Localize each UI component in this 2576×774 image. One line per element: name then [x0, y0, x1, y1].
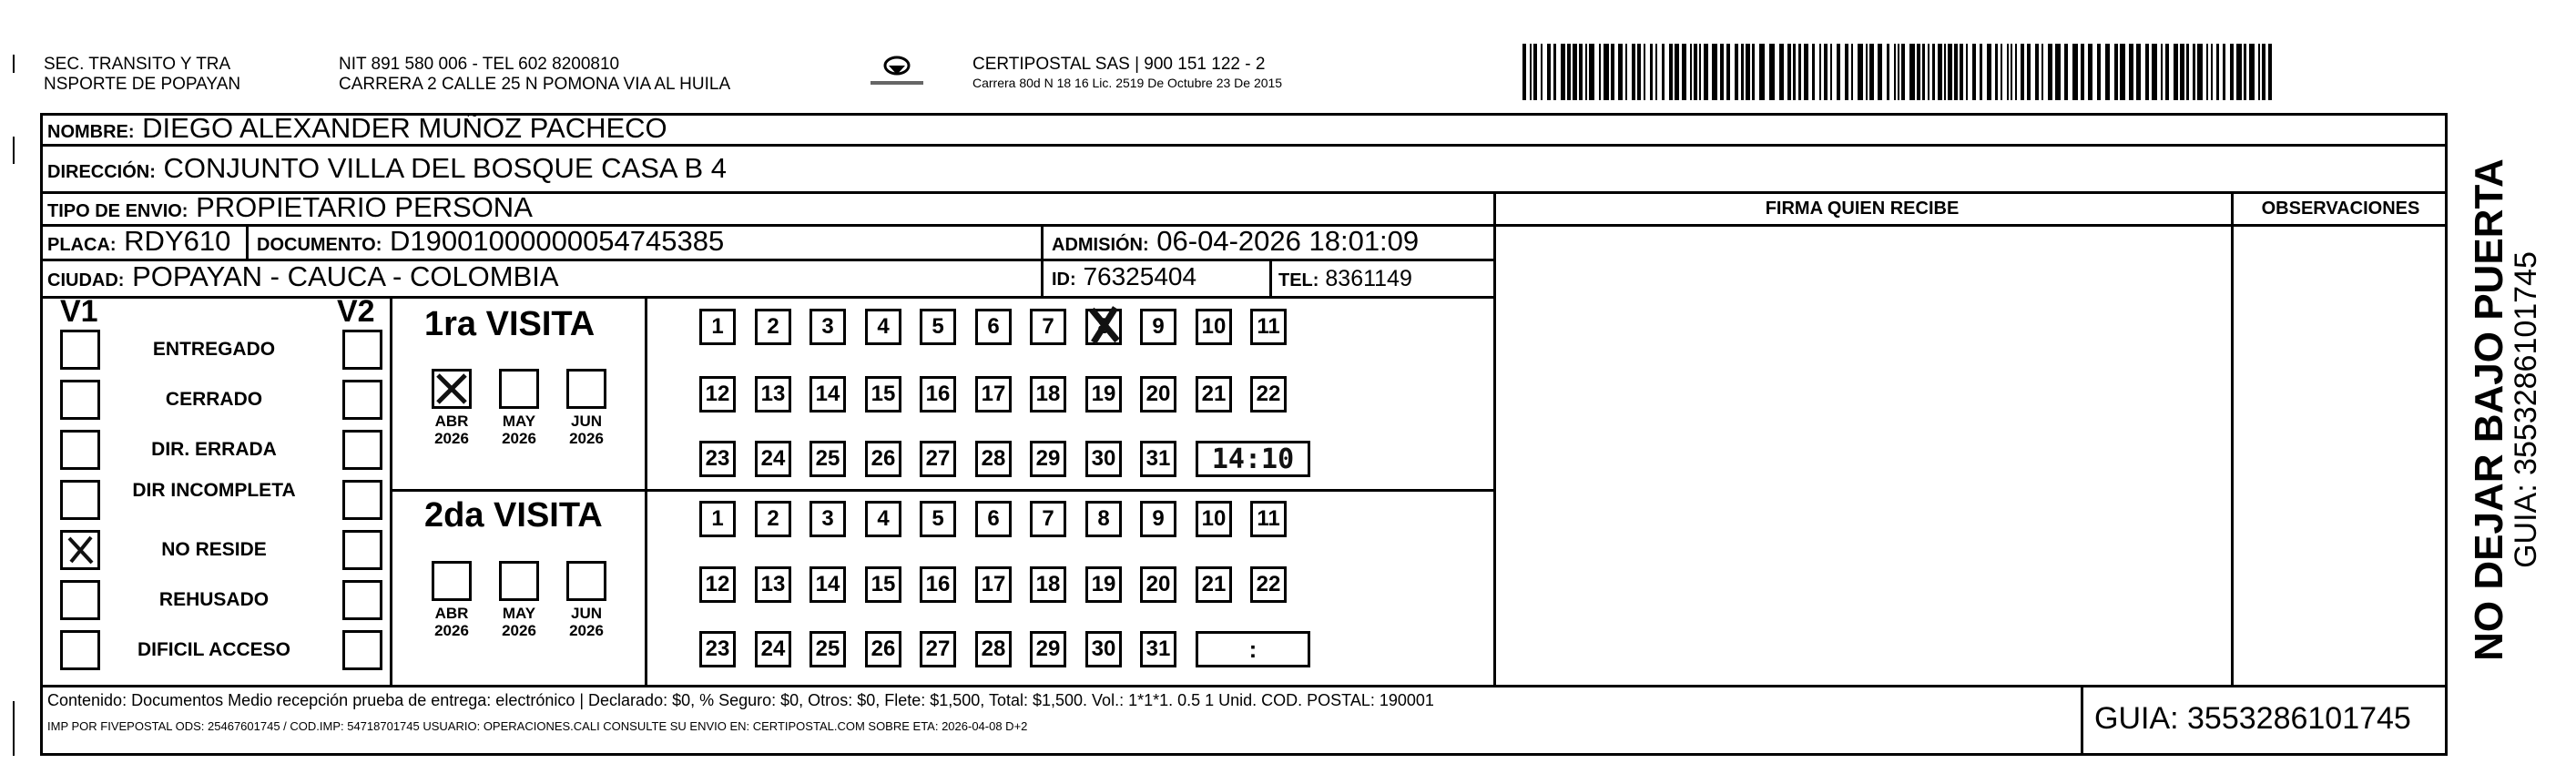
- day-box[interactable]: 6: [975, 501, 1012, 537]
- status-label: ENTREGADO: [152, 339, 276, 360]
- v1-checkbox[interactable]: [60, 630, 100, 670]
- admission-label: ADMISIÓN:: [1052, 235, 1149, 255]
- footer-guia: GUIA: 3553286101745: [2094, 701, 2411, 736]
- v1-checkbox[interactable]: [60, 430, 100, 470]
- day-box[interactable]: 29: [1030, 441, 1066, 477]
- barcode-bar: [1812, 44, 1815, 100]
- barcode-bar: [1960, 44, 1963, 100]
- day-box[interactable]: 7: [1030, 501, 1066, 537]
- admission-field: [1052, 226, 1419, 260]
- margin-mark: [13, 55, 15, 73]
- id-field: [1052, 261, 1196, 295]
- barcode-bar: [1837, 44, 1840, 100]
- recipient-name: DIEGO ALEXANDER MUÑOZ PACHECO: [142, 112, 667, 144]
- barcode-bar: [1573, 44, 1577, 100]
- day-box[interactable]: 24: [755, 631, 791, 667]
- barcode: [1522, 44, 2278, 100]
- barcode-bar: [1746, 44, 1750, 100]
- footer-imp-line: IMP POR FIVEPOSTAL ODS: 25467601745 / COD.IMP: 54718701745 USUARIO: OPERACIONES.CALI CONSULTE SU ENVIO EN: CERTIPOSTAL.COM SOBRE ETA: 2026-04-08 D+2: [47, 719, 1028, 733]
- day-box[interactable]: 10: [1196, 501, 1232, 537]
- day-box[interactable]: 21: [1196, 566, 1232, 603]
- barcode-bar: [1690, 44, 1692, 100]
- city-label: CIUDAD:: [47, 270, 125, 290]
- day-box[interactable]: 1: [699, 501, 736, 537]
- month-year: 2026: [502, 430, 536, 447]
- status-label: DIR INCOMPLETA: [132, 480, 296, 501]
- month-checkbox[interactable]: [499, 369, 539, 409]
- day-box[interactable]: 2: [755, 501, 791, 537]
- day-box[interactable]: 24: [755, 441, 791, 477]
- day-box[interactable]: 26: [865, 441, 901, 477]
- row-line: [390, 489, 1493, 492]
- barcode-bar: [1928, 44, 1929, 100]
- barcode-bar: [1547, 44, 1551, 100]
- barcode-bar: [1830, 44, 1832, 100]
- barcode-bar: [2055, 44, 2061, 100]
- license-line: Carrera 80d N 18 16 Lic. 2519 De Octubre 23 De 2015: [972, 76, 1283, 90]
- day-box[interactable]: 9: [1140, 501, 1176, 537]
- barcode-bar: [1851, 44, 1853, 100]
- month-year: 2026: [434, 430, 469, 447]
- barcode-bar: [2262, 44, 2265, 100]
- signature-area[interactable]: [1496, 227, 2231, 685]
- barcode-bar: [1819, 44, 1821, 100]
- barcode-bar: [1553, 44, 1556, 100]
- barcode-bar: [1944, 44, 1946, 100]
- v2-checkbox[interactable]: [342, 530, 382, 570]
- time-value: 14:10: [1211, 443, 1295, 475]
- barcode-bar: [1699, 44, 1701, 100]
- barcode-bar: [2268, 44, 2272, 100]
- barcode-bar: [1604, 44, 1609, 100]
- day-box[interactable]: 12: [699, 376, 736, 412]
- barcode-bar: [1720, 44, 1724, 100]
- month-label: [432, 412, 472, 447]
- barcode-bar: [2236, 44, 2242, 100]
- ship-type: PROPIETARIO PERSONA: [196, 191, 533, 223]
- document-value: D19001000000054745385: [390, 225, 725, 257]
- col-line: [1269, 259, 1272, 296]
- v2-checkbox[interactable]: [342, 480, 382, 520]
- barcode-bar: [1655, 44, 1657, 100]
- document-label: DOCUMENTO:: [257, 235, 382, 255]
- barcode-bar: [1972, 44, 1976, 100]
- barcode-bar: [2211, 44, 2213, 100]
- barcode-bar: [1804, 44, 1808, 100]
- day-box[interactable]: 8: [1085, 501, 1122, 537]
- barcode-bar: [2021, 44, 2024, 100]
- barcode-bar: [2249, 44, 2255, 100]
- month-checkbox[interactable]: [566, 561, 606, 601]
- certipostal-logo: [865, 51, 929, 97]
- status-label: REHUSADO: [158, 589, 270, 610]
- footer-contents: Contenido: Documentos Medio recepción prueba de entrega: electrónico | Declarado: $0, % Seguro: $0, Otros: $0, Flete: $1,500, Total: $1,500. Vol.: 1*1*1. 0.5 1 Unid. COD. POSTAL: 190001: [47, 691, 1434, 709]
- time-value: :: [1248, 635, 1257, 663]
- month-name: JUN: [570, 412, 602, 430]
- day-box[interactable]: 20: [1140, 376, 1176, 412]
- barcode-bar: [1995, 44, 1998, 100]
- day-box[interactable]: 4: [865, 501, 901, 537]
- day-box[interactable]: 25: [809, 441, 846, 477]
- barcode-bar: [1894, 44, 1896, 100]
- day-box[interactable]: 7: [1030, 309, 1066, 345]
- day-box[interactable]: 20: [1140, 566, 1176, 603]
- barcode-bar: [1741, 44, 1744, 100]
- sender-line-1: SEC. TRANSITO Y TRA: [44, 55, 231, 74]
- barcode-bar: [2244, 44, 2246, 100]
- barcode-bar: [2088, 44, 2092, 100]
- month-label: [566, 605, 606, 639]
- sender-name: [44, 55, 240, 95]
- side-guia: GUIA: 3553286101745: [2509, 251, 2543, 568]
- v1-label: V1: [60, 294, 98, 329]
- time-box[interactable]: [1196, 441, 1310, 477]
- month-label: [432, 605, 472, 639]
- signature-header: FIRMA QUIEN RECIBE: [1765, 199, 1960, 219]
- day-box[interactable]: 25: [809, 631, 846, 667]
- plate-value: RDY610: [124, 225, 231, 257]
- v2-checkbox[interactable]: [342, 630, 382, 670]
- row-line: [40, 296, 1493, 299]
- month-name: JUN: [570, 605, 602, 622]
- visit2-title: 2da VISITA: [424, 496, 603, 535]
- day-box[interactable]: 22: [1250, 566, 1287, 603]
- status-label: CERRADO: [165, 389, 263, 410]
- barcode-bar: [2011, 44, 2012, 100]
- plate-label: PLACA:: [47, 235, 117, 255]
- day-box[interactable]: 17: [975, 566, 1012, 603]
- month-label: [499, 412, 539, 447]
- barcode-bar: [1662, 44, 1665, 100]
- barcode-bar: [1922, 44, 1925, 100]
- barcode-bar: [1980, 44, 1982, 100]
- ship-type-label: TIPO DE ENVIO:: [47, 201, 188, 221]
- col-line: [2081, 685, 2083, 756]
- barcode-bar: [2165, 44, 2169, 100]
- barcode-bar: [1541, 44, 1543, 100]
- day-box[interactable]: 27: [920, 441, 956, 477]
- v1-checkbox[interactable]: [60, 380, 100, 420]
- recipient-address: CONJUNTO VILLA DEL BOSQUE CASA B 4: [163, 152, 728, 184]
- barcode-bar: [2041, 44, 2043, 100]
- month-year: 2026: [502, 622, 536, 639]
- month-name: ABR: [434, 412, 469, 430]
- barcode-bar: [1712, 44, 1717, 100]
- day-box[interactable]: 18: [1030, 566, 1066, 603]
- company-line: CERTIPOSTAL SAS | 900 151 122 - 2: [972, 55, 1266, 74]
- barcode-bar: [2174, 44, 2178, 100]
- month-checkbox[interactable]: [432, 369, 472, 409]
- day-box[interactable]: 16: [920, 376, 956, 412]
- day-box[interactable]: 14: [809, 566, 846, 603]
- barcode-bar: [2216, 44, 2219, 100]
- v2-checkbox[interactable]: [342, 330, 382, 370]
- v1-checkbox[interactable]: [60, 530, 100, 570]
- barcode-bar: [2007, 44, 2009, 100]
- day-box[interactable]: 9: [1140, 309, 1176, 345]
- barcode-bar: [1530, 44, 1532, 100]
- sender-line-2: NSPORTE DE POPAYAN: [44, 75, 241, 94]
- day-box[interactable]: 11: [1250, 309, 1287, 345]
- col-line: [1041, 224, 1044, 296]
- tel-label: TEL:: [1278, 270, 1319, 290]
- barcode-bar: [1793, 44, 1796, 100]
- day-box[interactable]: 6: [975, 309, 1012, 345]
- status-label: NO RESIDE: [161, 539, 267, 560]
- month-name: MAY: [502, 412, 536, 430]
- day-box[interactable]: 16: [920, 566, 956, 603]
- day-box[interactable]: 14: [809, 376, 846, 412]
- barcode-bar: [2001, 44, 2002, 100]
- barcode-bar: [2129, 44, 2133, 100]
- observations-area[interactable]: [2234, 227, 2448, 685]
- barcode-bar: [2145, 44, 2149, 100]
- day-box[interactable]: 21: [1196, 376, 1232, 412]
- v1-checkbox[interactable]: [60, 580, 100, 620]
- barcode-bar: [2186, 44, 2189, 100]
- day-box[interactable]: 28: [975, 441, 1012, 477]
- barcode-bar: [1858, 44, 1863, 100]
- col-line: [246, 224, 249, 259]
- day-box[interactable]: 13: [755, 376, 791, 412]
- barcode-bar: [1898, 44, 1899, 100]
- barcode-bar: [1637, 44, 1641, 100]
- barcode-bar: [1522, 44, 1526, 100]
- barcode-bar: [1589, 44, 1594, 100]
- day-box[interactable]: 2: [755, 309, 791, 345]
- barcode-bar: [2064, 44, 2068, 100]
- day-box[interactable]: 12: [699, 566, 736, 603]
- day-box[interactable]: 15: [865, 566, 901, 603]
- day-box[interactable]: 10: [1196, 309, 1232, 345]
- day-box[interactable]: 26: [865, 631, 901, 667]
- barcode-bar: [1632, 44, 1635, 100]
- barcode-bar: [2197, 44, 2203, 100]
- month-label: [499, 605, 539, 639]
- barcode-bar: [2180, 44, 2184, 100]
- name-row: [47, 113, 667, 148]
- address-label: DIRECCIÓN:: [47, 162, 156, 182]
- barcode-bar: [1675, 44, 1679, 100]
- day-box[interactable]: 31: [1140, 441, 1176, 477]
- v1-checkbox[interactable]: [60, 480, 100, 520]
- name-label: NOMBRE:: [47, 122, 135, 142]
- day-box[interactable]: 13: [755, 566, 791, 603]
- barcode-bar: [1682, 44, 1686, 100]
- id-value: 76325404: [1083, 262, 1197, 290]
- barcode-bar: [1901, 44, 1905, 100]
- barcode-bar: [1694, 44, 1697, 100]
- barcode-bar: [1779, 44, 1784, 100]
- v2-checkbox[interactable]: [342, 430, 382, 470]
- barcode-bar: [2105, 44, 2110, 100]
- day-box[interactable]: 22: [1250, 376, 1287, 412]
- barcode-bar: [1938, 44, 1942, 100]
- month-checkbox[interactable]: [432, 561, 472, 601]
- address-row: [47, 153, 727, 188]
- barcode-bar: [2136, 44, 2141, 100]
- row-line: [40, 685, 2448, 687]
- barcode-bar: [2258, 44, 2260, 100]
- barcode-bar: [2015, 44, 2017, 100]
- month-name: ABR: [434, 605, 469, 622]
- barcode-bar: [1909, 44, 1915, 100]
- barcode-bar: [1869, 44, 1874, 100]
- day-box[interactable]: 28: [975, 631, 1012, 667]
- barcode-bar: [1669, 44, 1673, 100]
- day-box[interactable]: 17: [975, 376, 1012, 412]
- barcode-bar: [1579, 44, 1583, 100]
- barcode-bar: [1824, 44, 1828, 100]
- barcode-bar: [1611, 44, 1614, 100]
- barcode-bar: [1954, 44, 1958, 100]
- day-box[interactable]: 30: [1085, 441, 1122, 477]
- barcode-bar: [1917, 44, 1920, 100]
- day-box[interactable]: 5: [920, 501, 956, 537]
- day-box[interactable]: 18: [1030, 376, 1066, 412]
- barcode-bar: [1625, 44, 1627, 100]
- plate-field: [47, 226, 230, 260]
- day-box[interactable]: 30: [1085, 631, 1122, 667]
- month-year: 2026: [569, 430, 604, 447]
- month-checkbox[interactable]: [566, 369, 606, 409]
- barcode-bar: [1987, 44, 1991, 100]
- barcode-bar: [1599, 44, 1601, 100]
- barcode-bar: [2120, 44, 2125, 100]
- admission-value: 06-04-2026 18:01:09: [1156, 225, 1420, 257]
- day-box[interactable]: 8: [1085, 309, 1122, 345]
- barcode-bar: [2027, 44, 2031, 100]
- barcode-bar: [2114, 44, 2118, 100]
- margin-mark: [13, 701, 15, 756]
- side-warning: NO DEJAR BAJO PUERTA: [2467, 158, 2511, 661]
- barcode-bar: [1966, 44, 1968, 100]
- carrier-info: [972, 55, 1282, 91]
- barcode-bar: [1752, 44, 1755, 100]
- barcode-bar: [2206, 44, 2208, 100]
- v2-checkbox[interactable]: [342, 380, 382, 420]
- barcode-bar: [2193, 44, 2195, 100]
- day-box[interactable]: 23: [699, 631, 736, 667]
- barcode-bar: [1561, 44, 1565, 100]
- city-value: POPAYAN - CAUCA - COLOMBIA: [132, 260, 559, 292]
- barcode-bar: [1787, 44, 1791, 100]
- barcode-bar: [1726, 44, 1730, 100]
- barcode-bar: [1650, 44, 1653, 100]
- address-line: CARRERA 2 CALLE 25 N POMONA VIA AL HUILA: [339, 75, 731, 94]
- tel-value: 8361149: [1325, 266, 1412, 291]
- barcode-bar: [2097, 44, 2101, 100]
- barcode-bar: [1769, 44, 1775, 100]
- day-box[interactable]: 4: [865, 309, 901, 345]
- margin-mark: [13, 137, 15, 164]
- barcode-bar: [2081, 44, 2084, 100]
- day-box[interactable]: 31: [1140, 631, 1176, 667]
- day-box[interactable]: 3: [809, 501, 846, 537]
- day-box[interactable]: 3: [809, 309, 846, 345]
- day-box[interactable]: 15: [865, 376, 901, 412]
- v2-checkbox[interactable]: [342, 580, 382, 620]
- barcode-bar: [1932, 44, 1935, 100]
- visit1-title: 1ra VISITA: [424, 305, 596, 343]
- barcode-bar: [1567, 44, 1571, 100]
- barcode-bar: [1704, 44, 1708, 100]
- col-line: [390, 296, 392, 685]
- barcode-bar: [1533, 44, 1537, 100]
- col-line: [645, 296, 647, 685]
- v2-label: V2: [337, 294, 375, 329]
- status-label: DIR. ERRADA: [151, 439, 277, 460]
- city-row: [47, 261, 559, 296]
- barcode-bar: [2161, 44, 2163, 100]
- day-box[interactable]: 23: [699, 441, 736, 477]
- barcode-bar: [1644, 44, 1645, 100]
- side-text: [2469, 155, 2542, 665]
- barcode-bar: [2223, 44, 2225, 100]
- month-name: MAY: [502, 605, 536, 622]
- day-box[interactable]: 19: [1085, 376, 1122, 412]
- month-label: [566, 412, 606, 447]
- barcode-bar: [1735, 44, 1738, 100]
- day-box[interactable]: 5: [920, 309, 956, 345]
- barcode-bar: [2230, 44, 2234, 100]
- barcode-bar: [2072, 44, 2078, 100]
- barcode-bar: [2035, 44, 2039, 100]
- time-box[interactable]: [1196, 631, 1310, 667]
- month-year: 2026: [569, 622, 604, 639]
- nit-line: NIT 891 580 006 - TEL 602 8200810: [339, 55, 620, 74]
- day-box[interactable]: 27: [920, 631, 956, 667]
- barcode-bar: [1878, 44, 1882, 100]
- day-box[interactable]: 11: [1250, 501, 1287, 537]
- id-label: ID:: [1052, 270, 1076, 290]
- ship-type-row: [47, 192, 533, 227]
- barcode-bar: [1948, 44, 1952, 100]
- observations-header: OBSERVACIONES: [2261, 199, 2420, 219]
- month-checkbox[interactable]: [499, 561, 539, 601]
- day-box[interactable]: 1: [699, 309, 736, 345]
- document-field: [257, 226, 724, 260]
- barcode-bar: [2048, 44, 2052, 100]
- v1-checkbox[interactable]: [60, 330, 100, 370]
- barcode-bar: [1618, 44, 1623, 100]
- barcode-bar: [1887, 44, 1889, 100]
- barcode-bar: [1585, 44, 1587, 100]
- day-box[interactable]: 29: [1030, 631, 1066, 667]
- status-label: DIFICIL ACCESO: [137, 639, 290, 660]
- barcode-bar: [2152, 44, 2157, 100]
- barcode-bar: [1866, 44, 1868, 100]
- barcode-bar: [1845, 44, 1848, 100]
- sender-contact: [339, 55, 730, 95]
- month-year: 2026: [434, 622, 469, 639]
- barcode-bar: [1759, 44, 1765, 100]
- tel-field: [1278, 263, 1412, 296]
- barcode-bar: [1798, 44, 1801, 100]
- day-box[interactable]: 19: [1085, 566, 1122, 603]
